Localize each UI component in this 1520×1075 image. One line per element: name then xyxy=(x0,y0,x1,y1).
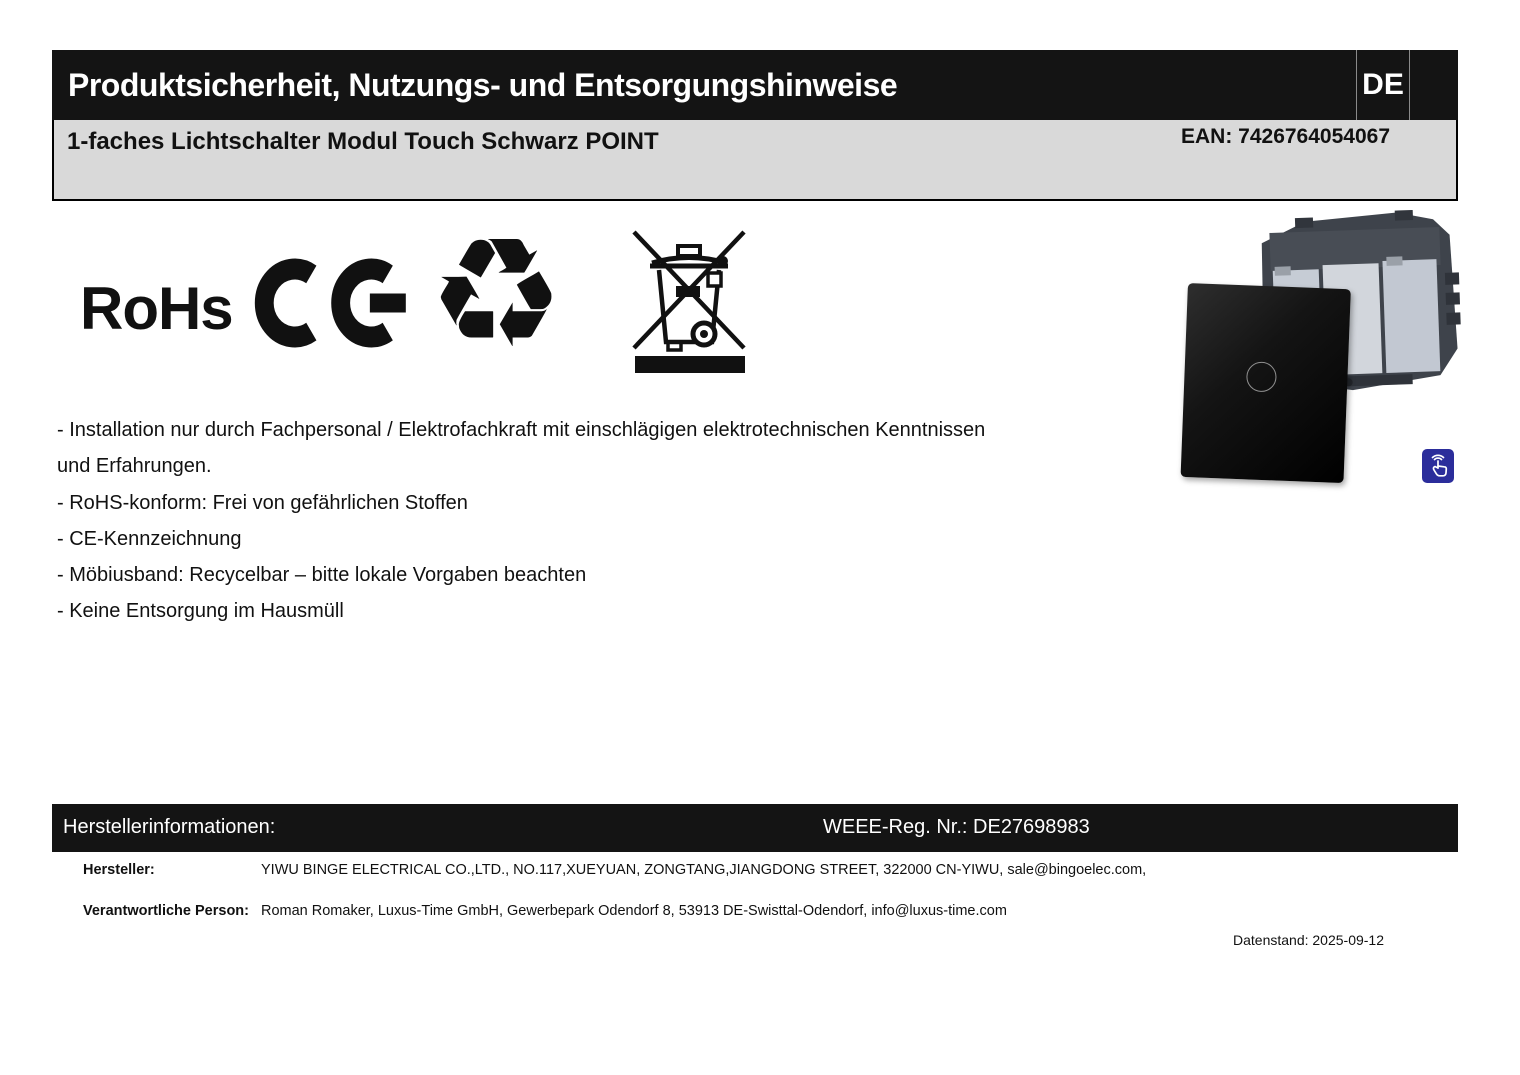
manufacturer-bar xyxy=(52,804,1458,852)
product-strip xyxy=(52,120,1458,201)
touch-gesture-icon xyxy=(1422,449,1454,483)
page-title: Produktsicherheit, Nutzungs- und Entsorgungshinweise xyxy=(68,66,898,103)
safety-note-line: - RoHS-konform: Frei von gefährlichen Stoffen xyxy=(57,491,468,514)
safety-note-line: - Möbiusband: Recycelbar – bitte lokale Vorgaben beachten xyxy=(57,564,587,587)
rohs-label: RoHs xyxy=(80,275,233,342)
recycle-moebius-icon: ♻ xyxy=(428,205,565,382)
manufacturer-bar-title: Herstellerinformationen: xyxy=(63,816,276,838)
ce-mark-icon xyxy=(253,253,413,358)
product-name: 1-faches Lichtschalter Modul Touch Schwarz POINT xyxy=(67,128,659,155)
switch-glass-panel-photo xyxy=(1181,283,1351,483)
safety-note-line: - Keine Entsorgung im Hausmüll xyxy=(57,600,344,623)
safety-notes xyxy=(57,412,985,630)
manufacturer-value: YIWU BINGE ELECTRICAL CO.,LTD., NO.117,XUEYUAN, ZONGTANG,JIANGDONG STREET, 322000 CN-YIWU, sale@bingoelec.com, xyxy=(261,862,1147,878)
weee-reg-number: WEEE-Reg. Nr.: DE27698983 xyxy=(823,816,1090,838)
weee-crossed-bin-icon xyxy=(630,226,750,379)
safety-note-line: - Installation nur durch Fachpersonal / Elektrofachkraft mit einschlägigen elektrotechnischen Kenntnissen xyxy=(57,419,986,441)
language-badge: DE xyxy=(1356,50,1410,120)
header-bar xyxy=(52,50,1458,120)
manufacturer-label: Hersteller: xyxy=(83,862,155,878)
safety-note-line: - CE-Kennzeichnung xyxy=(57,527,242,550)
data-status-date: Datenstand: 2025-09-12 xyxy=(1233,932,1384,948)
touch-circle-marker xyxy=(1246,361,1277,392)
responsible-person-value: Roman Romaker, Luxus-Time GmbH, Gewerbepark Odendorf 8, 53913 DE-Swisttal-Odendorf, info@luxus-time.com xyxy=(261,903,1007,919)
ean-number: EAN: 7426764054067 xyxy=(1181,125,1390,148)
responsible-person-label: Verantwortliche Person: xyxy=(83,903,249,919)
safety-note-line: und Erfahrungen. xyxy=(57,455,212,478)
